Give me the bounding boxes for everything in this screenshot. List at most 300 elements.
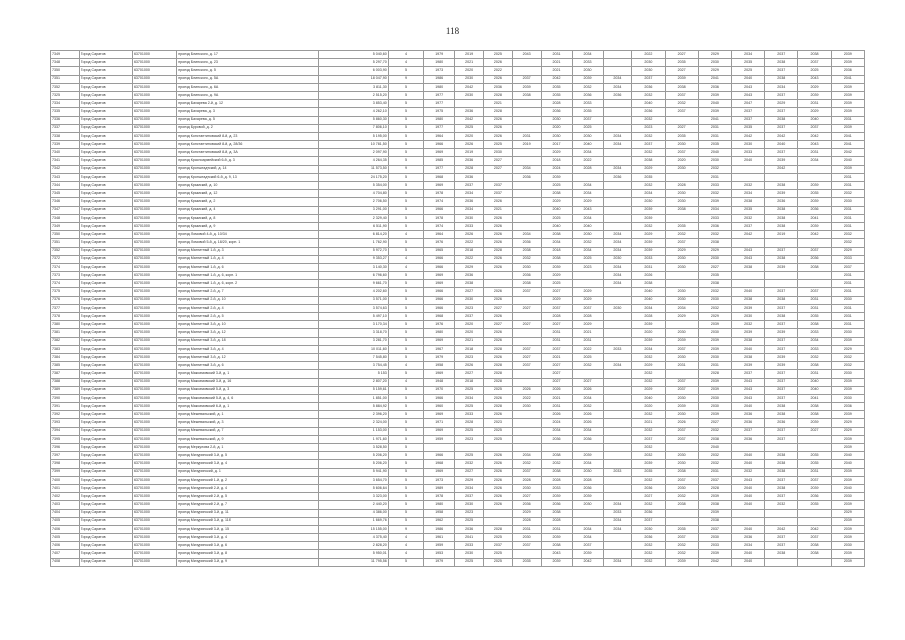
table-cell: 7336 <box>51 116 80 124</box>
table-cell: 63701000 <box>132 149 176 157</box>
table-cell: 2036 <box>798 206 831 214</box>
table-cell: 1979 <box>424 51 455 59</box>
table-cell <box>572 280 603 288</box>
table-cell: 2027 <box>512 353 541 361</box>
table-cell: 2025 <box>455 558 484 566</box>
table-cell: 2030 <box>512 403 541 411</box>
table-cell: 2039 <box>831 534 864 542</box>
table-cell <box>572 517 603 525</box>
table-cell: 2025 <box>455 452 484 460</box>
table-cell: проезд Мичуринский 2-й, д. 5 <box>177 493 319 501</box>
table-row <box>51 525 865 533</box>
table-cell: 2035 <box>665 59 698 67</box>
table-cell: 2040 <box>572 141 603 149</box>
table-cell <box>603 116 632 124</box>
table-cell: 4 264,35 <box>318 157 388 165</box>
table-cell: 2034 <box>698 206 731 214</box>
table-cell: 2030 <box>831 542 864 550</box>
table-cell: 1974 <box>424 198 455 206</box>
table-cell <box>603 435 632 443</box>
table-cell: 2034 <box>572 460 603 468</box>
table-cell: 2037 <box>698 525 731 533</box>
table-cell: 1969 <box>424 149 455 157</box>
table-cell: 2028 <box>483 91 512 99</box>
table-cell: проезд Мичуринский 2-й, д. 7 <box>177 501 319 509</box>
table-cell: 2034 <box>603 231 632 239</box>
table-cell <box>731 173 764 181</box>
table-cell: 2021 <box>632 419 665 427</box>
table-cell <box>665 272 698 280</box>
register-body <box>51 51 865 567</box>
table-cell: 2039 <box>698 108 731 116</box>
table-cell: 2032 <box>731 321 764 329</box>
table-cell: 7349 <box>51 51 80 59</box>
table-cell: 1962 <box>424 517 455 525</box>
table-cell: 2034 <box>455 190 484 198</box>
table-row <box>51 141 865 149</box>
table-cell: 2030 <box>665 329 698 337</box>
table-cell: 1959 <box>424 542 455 550</box>
table-cell: 2037 <box>632 435 665 443</box>
table-cell: 2031 <box>541 51 572 59</box>
table-cell <box>512 444 541 452</box>
table-cell: 1959 <box>424 435 455 443</box>
table-cell: 63701000 <box>132 206 176 214</box>
table-cell: 1967 <box>424 345 455 353</box>
table-row <box>51 476 865 484</box>
table-cell: 2026 <box>483 394 512 402</box>
table-cell: 5 <box>388 83 423 91</box>
table-cell: 2038 <box>731 263 764 271</box>
table-cell: 2034 <box>731 542 764 550</box>
table-cell: 1969 <box>424 427 455 435</box>
table-cell: 2 324,00 <box>318 419 388 427</box>
table-cell: 5 <box>388 141 423 149</box>
table-cell: 1969 <box>424 337 455 345</box>
table-cell: 1985 <box>424 157 455 165</box>
table-cell: 2030 <box>831 329 864 337</box>
table-cell: Город Саратов <box>79 51 132 59</box>
table-cell <box>603 353 632 361</box>
table-cell: 5 <box>388 444 423 452</box>
table-cell: Город Саратов <box>79 345 132 353</box>
table-cell: 2025 <box>455 403 484 411</box>
table-cell: 2022 <box>512 394 541 402</box>
table-cell: 2034 <box>731 190 764 198</box>
table-cell: проезд Блинского, д. 23 <box>177 59 319 67</box>
table-cell: 2026 <box>483 460 512 468</box>
table-cell: 3 754,45 <box>318 362 388 370</box>
table-cell: проезд Блинского, д. 5 <box>177 67 319 75</box>
table-row <box>51 460 865 468</box>
table-cell: 2030 <box>665 394 698 402</box>
table-cell: 2026 <box>483 255 512 263</box>
table-cell: проезд Магнитный 3-й, д. 4 <box>177 345 319 353</box>
table-cell: 2043 <box>512 51 541 59</box>
table-cell: 2039 <box>698 337 731 345</box>
table-cell: 2034 <box>603 272 632 280</box>
table-row <box>51 542 865 550</box>
table-cell: 63701000 <box>132 51 176 59</box>
table-cell: Город Саратов <box>79 165 132 173</box>
table-cell: 5 <box>388 190 423 198</box>
table-cell: 2025 <box>483 141 512 149</box>
table-row <box>51 231 865 239</box>
table-cell: 2039 <box>765 263 798 271</box>
table-cell: 2032 <box>632 116 665 124</box>
table-cell: 2043 <box>731 255 764 263</box>
table-cell <box>572 370 603 378</box>
table-cell: 2029 <box>541 149 572 157</box>
table-cell: 2026 <box>455 231 484 239</box>
table-cell: 2032 <box>731 214 764 222</box>
table-cell: 2028 <box>455 419 484 427</box>
table-row <box>51 419 865 427</box>
table-cell: 2026 <box>483 124 512 132</box>
table-cell: 1973 <box>424 476 455 484</box>
table-cell <box>798 517 831 525</box>
table-cell: 2041 <box>831 75 864 83</box>
table-cell: 5 297,70 <box>318 59 388 67</box>
table-cell: 3 291,00 <box>318 206 388 214</box>
table-cell: 2040 <box>831 484 864 492</box>
table-cell <box>603 452 632 460</box>
table-cell <box>603 67 632 75</box>
table-cell: 7389 <box>51 386 80 394</box>
table-cell: проезд Красноармейский 6-й, д. 3 <box>177 157 319 165</box>
table-cell: проезд Мичуринский 3-й, д. 4 <box>177 534 319 542</box>
table-cell: 2037 <box>765 304 798 312</box>
table-cell: 2037 <box>665 149 698 157</box>
table-cell <box>603 476 632 484</box>
table-row <box>51 337 865 345</box>
table-cell: проезд Максимовский 5-й, д. 3 <box>177 386 319 394</box>
table-cell: Город Саратов <box>79 288 132 296</box>
table-cell: Город Саратов <box>79 222 132 230</box>
table-cell: 2039 <box>831 550 864 558</box>
table-cell: Город Саратов <box>79 411 132 419</box>
table-cell: 2030 <box>831 296 864 304</box>
table-cell: 2031 <box>541 337 572 345</box>
table-cell: 2038 <box>698 435 731 443</box>
table-cell: 1968 <box>424 173 455 181</box>
table-cell <box>603 190 632 198</box>
table-cell: 7396 <box>51 444 80 452</box>
table-cell: 2032 <box>632 444 665 452</box>
table-cell: 2028 <box>632 313 665 321</box>
table-row <box>51 198 865 206</box>
table-cell: 1 851,00 <box>318 394 388 402</box>
table-cell <box>512 182 541 190</box>
table-cell <box>512 198 541 206</box>
table-cell: 2032 <box>698 165 731 173</box>
table-row <box>51 51 865 59</box>
table-cell <box>603 427 632 435</box>
table-cell: 2041 <box>831 132 864 140</box>
table-cell: 1 971,60 <box>318 435 388 443</box>
table-cell: 4 262,10 <box>318 108 388 116</box>
table-cell: 2035 <box>698 272 731 280</box>
table-cell: 5 <box>388 427 423 435</box>
table-cell: 2032 <box>698 231 731 239</box>
table-row <box>51 394 865 402</box>
table-cell: Город Саратов <box>79 198 132 206</box>
table-cell: 2032 <box>632 149 665 157</box>
table-cell: 5 <box>388 198 423 206</box>
table-cell: 2038 <box>665 83 698 91</box>
table-cell: 7342 <box>51 165 80 173</box>
table-cell: 63701000 <box>132 67 176 75</box>
table-cell: 2025 <box>455 517 484 525</box>
table-cell: 2032 <box>831 231 864 239</box>
table-cell: проезд Крымский, д. 9 <box>177 222 319 230</box>
table-cell: 2023 <box>483 419 512 427</box>
table-cell: 2038 <box>798 321 831 329</box>
table-cell: 2037 <box>665 108 698 116</box>
table-cell: 2029 <box>541 272 572 280</box>
table-cell: 1966 <box>424 304 455 312</box>
table-cell: 2040 <box>765 141 798 149</box>
table-cell: 2039 <box>765 157 798 165</box>
table-cell <box>603 444 632 452</box>
table-cell: 2034 <box>572 214 603 222</box>
table-cell: 63701000 <box>132 370 176 378</box>
table-cell: 7402 <box>51 493 80 501</box>
table-cell: Город Саратов <box>79 67 132 75</box>
table-cell <box>798 272 831 280</box>
table-cell: 2025 <box>483 51 512 59</box>
table-cell: 2030 <box>632 198 665 206</box>
table-cell: 2030 <box>831 394 864 402</box>
table-cell <box>483 173 512 181</box>
table-cell: 2038 <box>541 255 572 263</box>
table-cell: 2026 <box>483 132 512 140</box>
table-cell <box>512 296 541 304</box>
table-cell: 2036 <box>731 435 764 443</box>
table-cell: 63701000 <box>132 313 176 321</box>
table-cell <box>512 427 541 435</box>
table-cell: 2037 <box>541 304 572 312</box>
table-cell: 2028 <box>541 476 572 484</box>
table-cell: 2037 <box>765 51 798 59</box>
table-cell: 2036 <box>512 272 541 280</box>
table-cell: 2018 <box>455 378 484 386</box>
table-cell <box>765 444 798 452</box>
table-cell <box>603 329 632 337</box>
table-cell: 2038 <box>765 182 798 190</box>
table-cell: 2040 <box>698 444 731 452</box>
table-cell: 2032 <box>831 239 864 247</box>
table-cell: 2032 <box>632 222 665 230</box>
table-cell: 2034 <box>603 239 632 247</box>
table-cell: 7377 <box>51 304 80 312</box>
table-cell: 2029 <box>632 165 665 173</box>
table-cell: Город Саратов <box>79 550 132 558</box>
table-cell: 2 329,40 <box>318 214 388 222</box>
table-cell: Город Саратов <box>79 353 132 361</box>
table-row <box>51 403 865 411</box>
table-cell: 1966 <box>424 288 455 296</box>
table-cell: 5 <box>388 460 423 468</box>
table-cell: 3 811,30 <box>318 83 388 91</box>
table-cell: 5 860,30 <box>318 116 388 124</box>
table-cell: 1978 <box>424 493 455 501</box>
table-cell: 2038 <box>765 313 798 321</box>
table-cell: 2039 <box>665 403 698 411</box>
table-cell: 2028 <box>541 100 572 108</box>
table-cell: проезд Межевальский, д. 9 <box>177 435 319 443</box>
table-cell: 2037 <box>765 345 798 353</box>
table-cell: 2029 <box>665 313 698 321</box>
table-cell: проезд Крымский, д. 8 <box>177 214 319 222</box>
table-cell: 1980 <box>424 501 455 509</box>
table-cell: 2028 <box>483 362 512 370</box>
table-cell: 2038 <box>798 362 831 370</box>
table-cell: 9 <box>388 165 423 173</box>
table-cell: 7403 <box>51 501 80 509</box>
table-cell: 2030 <box>572 468 603 476</box>
table-cell: 63701000 <box>132 345 176 353</box>
table-cell <box>603 386 632 394</box>
table-cell: 2039 <box>831 100 864 108</box>
table-cell: 2037 <box>512 468 541 476</box>
table-cell: 2025 <box>541 280 572 288</box>
table-cell: 2034 <box>541 239 572 247</box>
table-cell: 2036 <box>831 403 864 411</box>
table-cell: 2034 <box>603 247 632 255</box>
table-cell: 2027 <box>483 321 512 329</box>
table-cell: 63701000 <box>132 542 176 550</box>
table-cell: 63701000 <box>132 288 176 296</box>
table-cell: проезд Мичуринский 3-й, д. 5 <box>177 452 319 460</box>
table-cell <box>798 239 831 247</box>
table-row <box>51 493 865 501</box>
table-cell: 63701000 <box>132 83 176 91</box>
table-cell: 2032 <box>572 83 603 91</box>
table-cell: 2030 <box>665 141 698 149</box>
table-cell: 1969 <box>424 280 455 288</box>
table-cell: 2028 <box>541 313 572 321</box>
table-cell: 2030 <box>698 353 731 361</box>
table-cell <box>603 411 632 419</box>
table-cell: 5 <box>388 67 423 75</box>
table-cell: 5 <box>388 321 423 329</box>
table-cell: 2031 <box>831 222 864 230</box>
table-cell: Город Саратов <box>79 206 132 214</box>
table-cell: 7406 <box>51 525 80 533</box>
table-cell: 2043 <box>798 75 831 83</box>
table-row <box>51 386 865 394</box>
table-cell: 1973 <box>424 67 455 75</box>
table-cell: 2026 <box>483 476 512 484</box>
table-cell: 1980 <box>424 116 455 124</box>
table-cell: 2037 <box>665 427 698 435</box>
table-cell: 2034 <box>603 558 632 566</box>
table-cell: 2026 <box>572 386 603 394</box>
table-cell <box>665 214 698 222</box>
table-cell <box>512 435 541 443</box>
table-cell: 2025 <box>798 67 831 75</box>
table-cell: 2019 <box>512 141 541 149</box>
table-cell: Город Саратов <box>79 476 132 484</box>
table-cell: 2026 <box>541 411 572 419</box>
table-cell: 2035 <box>798 190 831 198</box>
table-cell: 3 281,70 <box>318 337 388 345</box>
table-cell: 2039 <box>831 108 864 116</box>
table-cell: 63701000 <box>132 108 176 116</box>
table-cell: 7348 <box>51 59 80 67</box>
table-cell <box>665 173 698 181</box>
table-cell: проезд Мичуринский 3-й, д. 11б <box>177 517 319 525</box>
table-cell: 2037 <box>798 59 831 67</box>
table-cell: 2039 <box>831 525 864 533</box>
table-cell: 2040 <box>698 149 731 157</box>
table-cell: 2035 <box>632 468 665 476</box>
table-cell: Город Саратов <box>79 378 132 386</box>
table-cell: 2032 <box>665 493 698 501</box>
table-cell: 63701000 <box>132 182 176 190</box>
table-cell: 2031 <box>831 321 864 329</box>
table-cell: 2027 <box>455 288 484 296</box>
table-cell <box>572 444 603 452</box>
table-cell: Город Саратов <box>79 534 132 542</box>
table-cell: 2042 <box>765 525 798 533</box>
table-cell: 9 353,27 <box>318 255 388 263</box>
table-cell: 7392 <box>51 411 80 419</box>
table-cell: 2030 <box>455 501 484 509</box>
table-cell: 2030 <box>665 263 698 271</box>
table-cell: Город Саратов <box>79 370 132 378</box>
table-cell: 2030 <box>455 214 484 222</box>
table-cell: 2038 <box>665 468 698 476</box>
table-row <box>51 116 865 124</box>
table-cell: 2040 <box>541 222 572 230</box>
table-cell: Город Саратов <box>79 484 132 492</box>
table-cell: 2027 <box>483 157 512 165</box>
table-cell: Город Саратов <box>79 190 132 198</box>
table-cell: 2018 <box>455 247 484 255</box>
table-cell: Город Саратов <box>79 272 132 280</box>
table-cell: проезд Межевальский, д. 1 <box>177 411 319 419</box>
table-cell: 2037 <box>765 321 798 329</box>
table-cell: 2035 <box>665 132 698 140</box>
table-cell: 2031 <box>831 173 864 181</box>
table-cell <box>512 222 541 230</box>
table-cell: 2037 <box>665 345 698 353</box>
table-cell: проезд Магнитный 1-й, д. 4 <box>177 255 319 263</box>
table-cell: 7343 <box>51 173 80 181</box>
table-cell: 63701000 <box>132 239 176 247</box>
table-cell: 7385 <box>51 362 80 370</box>
table-cell: 2043 <box>731 394 764 402</box>
table-cell: 2039 <box>831 468 864 476</box>
table-cell: 2038 <box>765 59 798 67</box>
table-cell: 1948 <box>424 378 455 386</box>
table-cell: 2 828,20 <box>318 542 388 550</box>
table-cell <box>603 403 632 411</box>
table-cell: Город Саратов <box>79 173 132 181</box>
table-cell: 2038 <box>632 280 665 288</box>
table-cell <box>665 444 698 452</box>
table-cell: 1958 <box>424 362 455 370</box>
table-cell: 2030 <box>455 296 484 304</box>
table-cell: 1968 <box>424 460 455 468</box>
table-cell: 2039 <box>698 411 731 419</box>
table-cell: 1969 <box>424 411 455 419</box>
table-cell: 2027 <box>483 165 512 173</box>
table-cell: 2042 <box>765 132 798 140</box>
table-cell: 2035 <box>731 59 764 67</box>
